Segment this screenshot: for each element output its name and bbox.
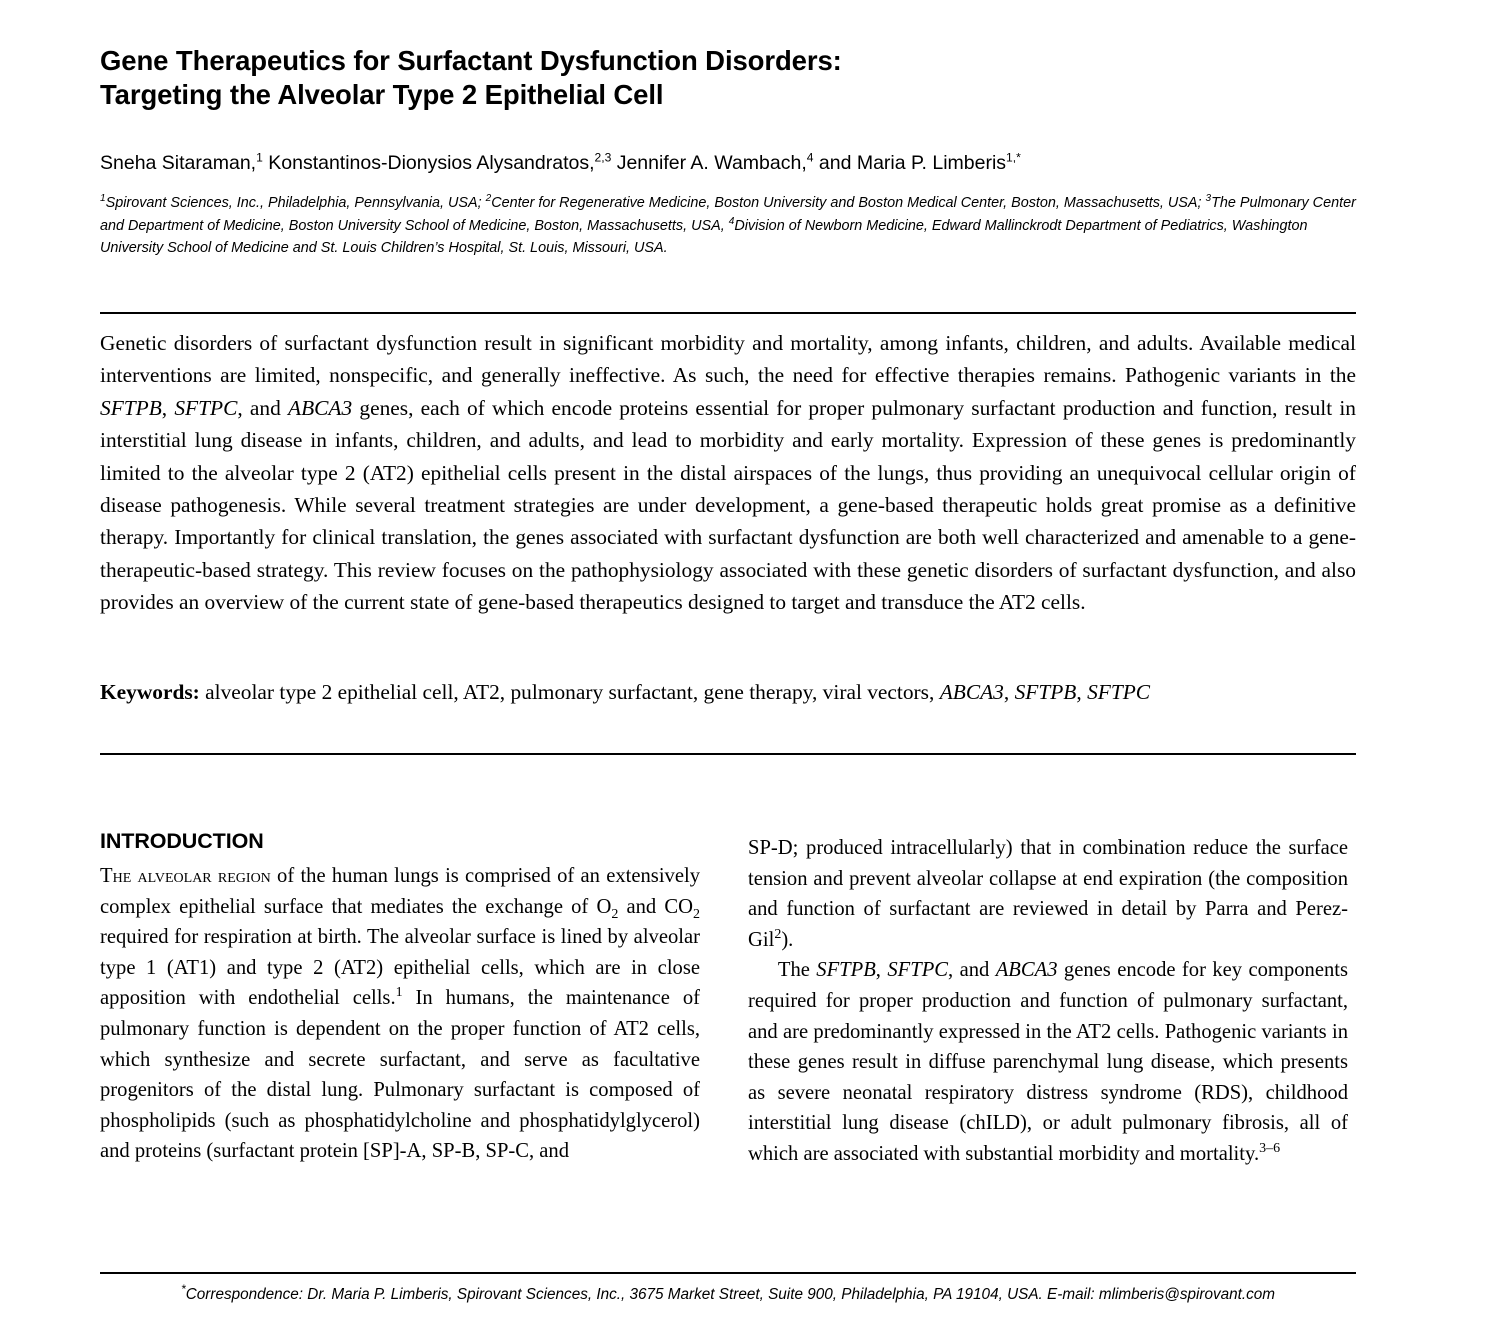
abstract-paragraph bbox=[100, 327, 1356, 619]
abstract-text-part-1: Genetic disorders of surfactant dysfunction result in significant morbidity and mortality, among infants, children, and adults. Available medical interventions are limited, nonspecific, and generally ineffective. As such, the need for effective therapies remains. Pathogenic variants in the bbox=[100, 331, 1356, 388]
body-column-left bbox=[100, 828, 700, 1167]
affiliation-marker-1: 1 bbox=[100, 193, 106, 205]
body-sep-1: , bbox=[875, 959, 888, 982]
body-column-right bbox=[748, 833, 1348, 1170]
author-name-1: Sneha Sitaraman, bbox=[100, 152, 257, 174]
footnote-asterisk: * bbox=[180, 1281, 186, 1296]
abstract-gene-sftpb: SFTPB bbox=[100, 395, 162, 420]
abstract bbox=[100, 327, 1356, 619]
author-name-2: Konstantinos-Dionysios Alysandratos, bbox=[262, 152, 595, 174]
citation-ref-3-6: 3–6 bbox=[1259, 1141, 1281, 1157]
affiliation-marker-3: 3 bbox=[1205, 193, 1212, 205]
author-affil-marker-3: 4 bbox=[806, 150, 814, 165]
abstract-gene-abca3: ABCA3 bbox=[288, 395, 353, 420]
affiliation-marker-2: 2 bbox=[485, 193, 492, 205]
footnote-text: Correspondence: Dr. Maria P. Limberis, Spirovant Sciences, Inc., 3675 Market Street, Suite 900, Philadelphia, PA 19104, USA. E-mail: mlimberis@spirovant.com bbox=[185, 1286, 1276, 1303]
intro-lead-smallcaps: The alveolar region bbox=[100, 865, 271, 887]
abstract-sep-1: , bbox=[161, 395, 175, 420]
citation-ref-1: 1 bbox=[395, 985, 403, 1001]
keyword-sftpc: SFTPC bbox=[1087, 680, 1151, 704]
intro-paragraph-right-continued bbox=[748, 833, 1348, 955]
affiliation-text-3: The Pulmonary Center and Department of Medicine, Boston University School of Medicine, Boston, Massachusetts, USA, bbox=[100, 195, 1356, 234]
intro-paragraph-right-second bbox=[748, 955, 1348, 1169]
abstract-text-part-2: genes, each of which encode proteins essential for proper pulmonary surfactant production and function, result in interstitial lung disease in infants, children, and adults, and lead to morbidity and early mortality. Expression of these genes is predominantly limited to the alveolar type 2 (AT2) epithelial cells present in the distal airspaces of the lungs, thus providing an unequivocal cellular origin of disease pathogenesis. While several treatment strategies are under development, a gene-based therapeutic holds great promise as a definitive therapy. Importantly for clinical translation, the genes associated with surfactant dysfunction are both well characterized and amenable to a gene-therapeutic-based strategy. This review focuses on the pathophysiology associated with these genetic disorders of surfactant dysfunction, and also provides an overview of the current state of gene-based therapeutics designed to target and transduce the AT2 cells. bbox=[100, 395, 1356, 615]
keywords-sep-1: , bbox=[1003, 680, 1015, 704]
author-name-4: and Maria P. Limberis bbox=[813, 152, 1007, 174]
correspondence-footnote bbox=[100, 1281, 1356, 1306]
affiliation-text-1: Spirovant Sciences, Inc., Philadelphia, Pennsylvania, USA; bbox=[105, 195, 486, 211]
intro-left-part-1: of the human lungs is comprised of an extensively complex epithelial surface that mediates the exchange of O bbox=[100, 865, 700, 918]
author-name-3: Jennifer A. Wambach, bbox=[611, 152, 807, 174]
keywords-block bbox=[100, 676, 1356, 708]
title-line-2: Targeting the Alveolar Type 2 Epithelial Cell bbox=[100, 79, 664, 111]
intro-right-p2-part-1: The bbox=[777, 959, 817, 982]
intro-left-part-2: and CO bbox=[618, 895, 694, 918]
intro-left-part-3: required for respiration at birth. The alveolar surface is lined by alveolar type 1 (AT1) and type 2 (AT2) epithelial cells, which are in close apposition with endothelial cells. bbox=[100, 926, 700, 1010]
keyword-sftpb: SFTPB bbox=[1014, 680, 1077, 704]
subscript-co2: 2 bbox=[693, 906, 701, 922]
author-affil-marker-4: 1,* bbox=[1006, 150, 1021, 165]
keywords-text: alveolar type 2 epithelial cell, AT2, pulmonary surfactant, gene therapy, viral vectors, bbox=[199, 680, 940, 704]
citation-ref-2: 2 bbox=[774, 926, 782, 942]
abstract-top-divider bbox=[100, 312, 1356, 314]
footnote-divider bbox=[100, 1272, 1356, 1274]
author-list bbox=[100, 151, 1358, 176]
intro-left-part-4: In humans, the maintenance of pulmonary function is dependent on the proper function of AT2 cells, which synthesize and secrete surfactant, and serve as facultative progenitors of the distal lung. Pulmonary surfactant is composed of phospholipids (such as phosphatidylcholine and phosphatidylglycerol) and proteins (surfactant protein [SP]-A, SP-B, SP-C, and bbox=[100, 987, 700, 1163]
title-line-1: Gene Therapeutics for Surfactant Dysfunction Disorders: bbox=[100, 45, 842, 77]
keyword-abca3: ABCA3 bbox=[939, 680, 1004, 704]
body-gene-abca3: ABCA3 bbox=[995, 959, 1058, 982]
abstract-bottom-divider bbox=[100, 753, 1356, 755]
abstract-sep-2: , and bbox=[237, 395, 288, 420]
abstract-gene-sftpc: SFTPC bbox=[174, 395, 238, 420]
body-gene-sftpc: SFTPC bbox=[887, 959, 949, 982]
subscript-o2: 2 bbox=[611, 906, 619, 922]
page-title bbox=[100, 44, 1358, 112]
affiliation-text-2: Center for Regenerative Medicine, Boston University and Boston Medical Center, Boston, Massachusetts, USA; bbox=[491, 195, 1206, 211]
body-gene-sftpb: SFTPB bbox=[816, 959, 876, 982]
section-heading-introduction: INTRODUCTION bbox=[100, 829, 264, 853]
intro-right-part-2: ). bbox=[781, 928, 794, 951]
affiliation-block bbox=[100, 192, 1358, 260]
keywords-sep-2: , bbox=[1076, 680, 1088, 704]
affiliation-text-4: Division of Newborn Medicine, Edward Mallinckrodt Department of Pediatrics, Washington University School of Medicine and St. Louis Children’s Hospital, St. Louis, Missouri, USA. bbox=[100, 217, 1308, 256]
affiliation-marker-4: 4 bbox=[728, 215, 735, 227]
intro-right-part-1: SP-D; produced intracellularly) that in combination reduce the surface tension and prevent alveolar collapse at end expiration (the composition and function of surfactant are reviewed in detail by Parra and Perez-Gil bbox=[748, 837, 1348, 951]
author-affil-marker-2: 2,3 bbox=[594, 150, 612, 165]
keywords-label: Keywords: bbox=[100, 680, 200, 704]
intro-right-p2-part-2: genes encode for key components required for proper production and function of pulmonary surfactant, and are predominantly expressed in the AT2 cells. Pathogenic variants in these genes result in diffuse parenchymal lung disease, which presents as severe neonatal respiratory distress syndrome (RDS), childhood interstitial lung disease (chILD), or adult pulmonary fibrosis, all of which are associated with substantial morbidity and mortality. bbox=[748, 959, 1349, 1165]
author-affil-marker-1: 1 bbox=[256, 150, 263, 165]
body-sep-2: , and bbox=[948, 959, 996, 982]
intro-paragraph-left bbox=[100, 861, 700, 1167]
